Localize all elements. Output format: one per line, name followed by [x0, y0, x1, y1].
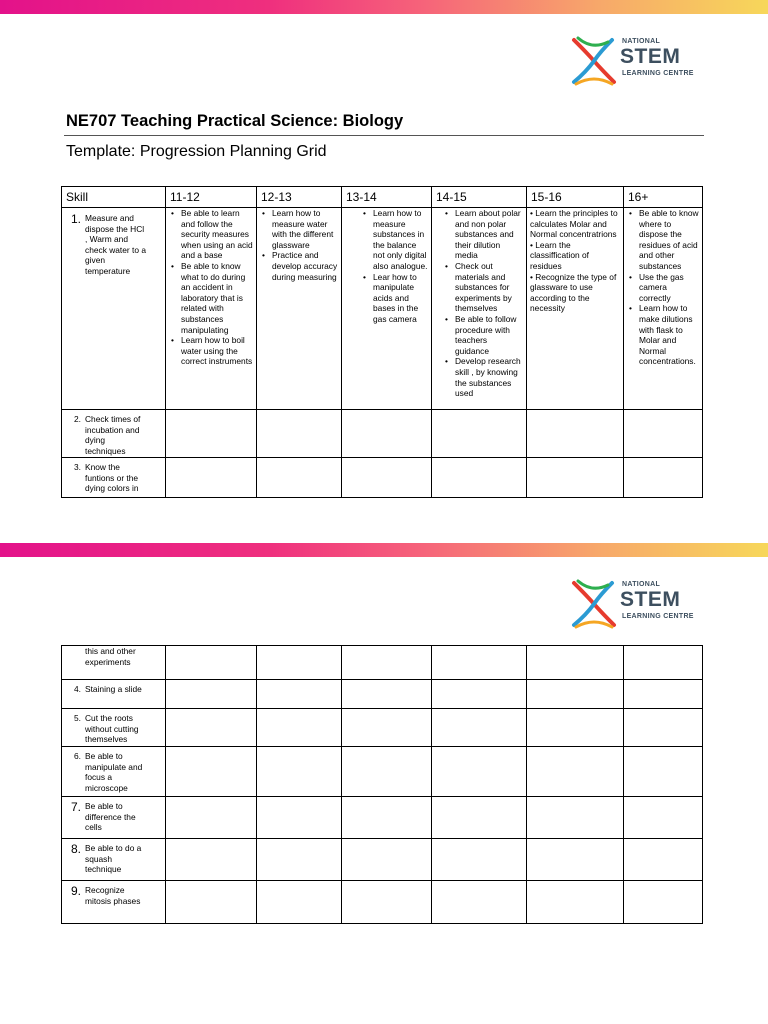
progression-grid-page1 [61, 186, 703, 498]
empty-cell [257, 797, 342, 839]
skill-number: 7. [70, 800, 81, 814]
stem-logo [568, 34, 708, 88]
stem-logo-mark-icon [568, 577, 620, 631]
list-item: • Lear how to manipulate acids and bases in the gas camera [373, 272, 428, 325]
skill-cell [62, 839, 166, 881]
skill-text: Measure and dispose the HCl , Warm and check water to a given temperature [85, 213, 146, 276]
stem-logo-mark-icon [568, 34, 620, 88]
logo-line2: STEM [620, 45, 681, 68]
empty-cell [257, 680, 342, 709]
logo-line2: STEM [620, 588, 681, 611]
skill-number: 1. [70, 212, 81, 226]
header-14-15: 14-15 [432, 187, 527, 208]
list-item: • Develop research skill , by knowing the substances used [455, 356, 523, 398]
logo-line3: LEARNING CENTRE [622, 613, 694, 620]
empty-cell [624, 747, 703, 797]
empty-cell [624, 680, 703, 709]
list-item: • Learn how to make dilutions with flask to Molar and Normal concentrations. [639, 303, 699, 367]
empty-cell [527, 797, 624, 839]
list-item: • Be able to learn and follow the security measures when using an acid and a base [181, 208, 253, 261]
table-row [62, 680, 703, 709]
header-11-12: 11-12 [166, 187, 257, 208]
empty-cell [624, 458, 703, 498]
table-row [62, 410, 703, 458]
empty-cell [342, 458, 432, 498]
skill-cell [62, 881, 166, 924]
header-skill: Skill [62, 187, 166, 208]
skill-number: 4. [74, 684, 81, 694]
list-item: • Practice and develop accuracy during measuring [272, 250, 338, 282]
header-12-13: 12-13 [257, 187, 342, 208]
empty-cell [257, 410, 342, 458]
skill-cell [62, 458, 166, 498]
empty-cell [624, 881, 703, 924]
list-item: • Be able to know what to do during an accident in laboratory that is related with substances manipulating [181, 261, 253, 335]
document-subtitle: Template: Progression Planning Grid [66, 143, 327, 160]
empty-cell [432, 709, 527, 747]
empty-cell [166, 646, 257, 680]
empty-cell [624, 646, 703, 680]
logo-line1: NATIONAL [622, 38, 661, 45]
empty-cell [527, 881, 624, 924]
stem-logo [568, 577, 708, 631]
document-title: NE707 Teaching Practical Science: Biology [66, 112, 404, 130]
logo-line1: NATIONAL [622, 581, 661, 588]
table-row [62, 747, 703, 797]
empty-cell [432, 839, 527, 881]
empty-cell [432, 410, 527, 458]
skill-text: Check times of incubation and dying techniques [85, 414, 141, 456]
list-item: • Learn how to measure water with the different glassware [272, 208, 338, 250]
empty-cell [342, 410, 432, 458]
skill-text: Be able to difference the cells [85, 801, 136, 833]
empty-cell [166, 881, 257, 924]
header-16-plus: 16+ [624, 187, 703, 208]
empty-cell [166, 839, 257, 881]
empty-cell [432, 458, 527, 498]
table-row [62, 839, 703, 881]
table-row [62, 646, 703, 680]
cell-11-12 [166, 208, 257, 410]
skill-text: Staining a slide [85, 684, 142, 694]
empty-cell [342, 646, 432, 680]
skill-cell [62, 208, 166, 410]
empty-cell [166, 797, 257, 839]
title-divider [64, 135, 704, 136]
list-item: • Learn the classiffication of residues [530, 239, 589, 271]
empty-cell [432, 747, 527, 797]
empty-cell [257, 709, 342, 747]
decorative-gradient-bar [0, 0, 768, 14]
cell-16-plus [624, 208, 703, 410]
header-row [62, 187, 703, 208]
skill-text: Cut the roots without cutting themselves [85, 713, 139, 745]
empty-cell [624, 797, 703, 839]
empty-cell [624, 709, 703, 747]
empty-cell [166, 747, 257, 797]
empty-cell [527, 747, 624, 797]
skill-number: 9. [70, 884, 81, 898]
skill-cell [62, 646, 166, 680]
empty-cell [624, 410, 703, 458]
skill-number: 8. [70, 842, 81, 856]
empty-cell [342, 797, 432, 839]
list-item: • Learn how to boil water using the correct instruments [181, 335, 253, 367]
empty-cell [527, 646, 624, 680]
empty-cell [166, 709, 257, 747]
table-row [62, 881, 703, 924]
list-item: • Check out materials and substances for experiments by themselves [455, 261, 523, 314]
empty-cell [432, 797, 527, 839]
empty-cell [527, 680, 624, 709]
list-item: • Learn the principles to calculates Molar and Normal concentratrions [530, 208, 618, 240]
skill-text: Recognize mitosis phases [85, 885, 141, 906]
empty-cell [527, 709, 624, 747]
skill-cell [62, 709, 166, 747]
skill-text: Know the funtions or the dying colors in [85, 462, 139, 494]
empty-cell [257, 458, 342, 498]
skill-cell [62, 680, 166, 709]
empty-cell [342, 709, 432, 747]
empty-cell [342, 680, 432, 709]
decorative-gradient-bar [0, 543, 768, 557]
table-row [62, 709, 703, 747]
list-item: • Learn about polar and non polar substances and their dilution media [455, 208, 523, 261]
empty-cell [166, 680, 257, 709]
logo-line3: LEARNING CENTRE [622, 70, 694, 77]
empty-cell [342, 839, 432, 881]
table-row [62, 208, 703, 410]
list-item: • Learn how to measure substances in the balance not only digital also analogue. [373, 208, 428, 272]
empty-cell [166, 410, 257, 458]
empty-cell [257, 747, 342, 797]
skill-cell [62, 797, 166, 839]
empty-cell [257, 881, 342, 924]
header-13-14: 13-14 [342, 187, 432, 208]
table-row [62, 797, 703, 839]
empty-cell [342, 747, 432, 797]
empty-cell [257, 646, 342, 680]
skill-number: 5. [74, 713, 81, 723]
list-item: • Recognize the type of glassware to use according to the necessity [530, 271, 617, 314]
skill-cell [62, 747, 166, 797]
empty-cell [527, 410, 624, 458]
skill-number: 3. [74, 462, 81, 472]
list-item: • Be able to know where to dispose the residues of acid and other substances [639, 208, 699, 272]
list-item: • Use the gas camera correctly [639, 272, 699, 304]
empty-cell [257, 839, 342, 881]
progression-grid-page2 [61, 645, 703, 924]
skill-text: Be able to do a squash technique [85, 843, 142, 875]
empty-cell [432, 680, 527, 709]
empty-cell [432, 646, 527, 680]
skill-cell [62, 410, 166, 458]
skill-number: 6. [74, 751, 81, 761]
empty-cell [432, 881, 527, 924]
cell-13-14 [342, 208, 432, 410]
table-row [62, 458, 703, 498]
empty-cell [166, 458, 257, 498]
cell-12-13 [257, 208, 342, 410]
skill-text: Be able to manipulate and focus a microscope [85, 751, 143, 793]
empty-cell [342, 881, 432, 924]
list-item: • Be able to follow procedure with teachers guidance [455, 314, 523, 356]
skill-number: 2. [74, 414, 81, 424]
cell-15-16 [527, 208, 624, 410]
cell-14-15 [432, 208, 527, 410]
header-15-16: 15-16 [527, 187, 624, 208]
empty-cell [527, 458, 624, 498]
empty-cell [527, 839, 624, 881]
skill-text: this and other experiments [85, 646, 136, 667]
empty-cell [624, 839, 703, 881]
